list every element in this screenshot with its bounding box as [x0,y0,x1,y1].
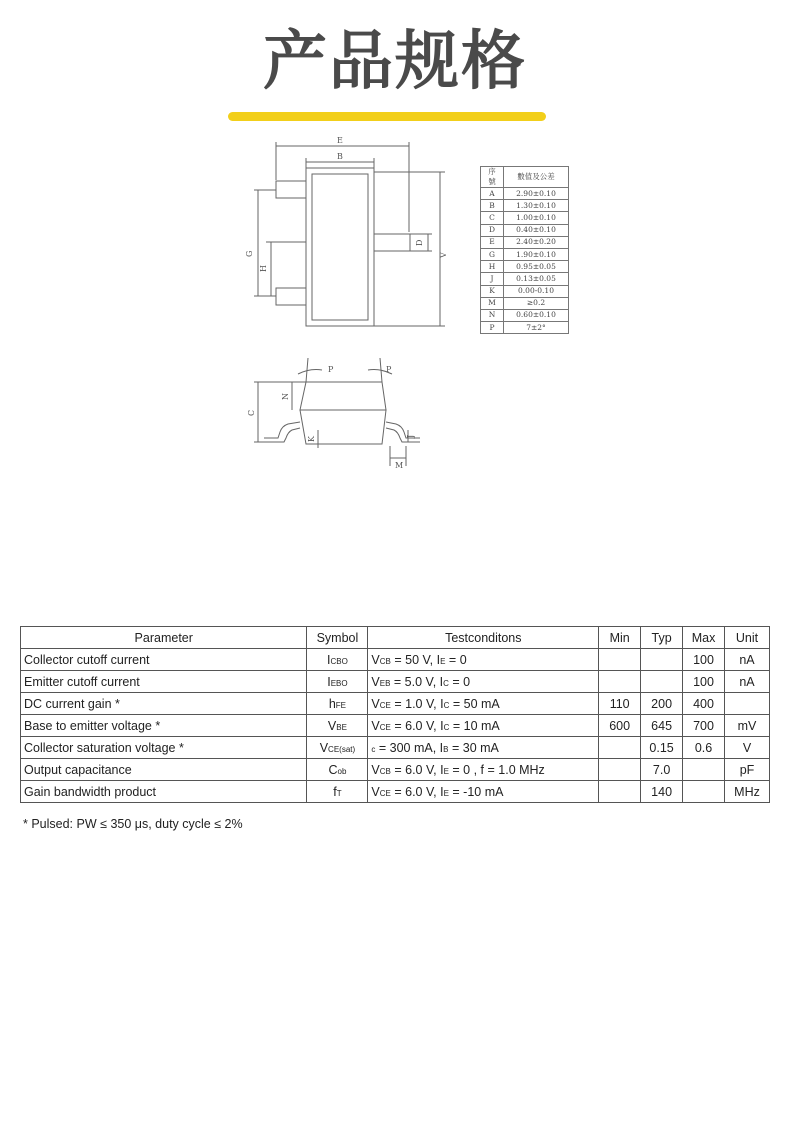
dim-value: 1.30±0.10 [504,200,569,212]
footnote-pulsed: * Pulsed: PW ≤ 350 μs, duty cycle ≤ 2% [23,817,243,831]
dim-value: 1.90±0.10 [504,248,569,260]
symbol-main: C [328,762,338,777]
symbol-subscript: T [336,788,342,798]
symbol-subscript: BE [336,722,347,732]
cond-part-1: V [371,652,380,667]
top-view-inner [312,174,368,320]
header-typ: Typ [641,627,683,649]
dim-header-value: 數值及公差 [504,167,569,188]
cell-unit: V [725,737,770,759]
cell-symbol [307,649,368,671]
cond-part-3: = 50 mA [449,696,500,711]
dim-label-E: E [337,136,343,145]
dim-label-D: D [415,239,424,246]
cell-test-conditions [368,671,599,693]
symbol-subscript: CBO [330,656,348,666]
cell-min [599,759,641,781]
dim-table-row [481,224,569,236]
table-row [21,781,770,803]
symbol-main: V [319,740,329,755]
dim-label-J: J [406,434,415,438]
dim-label-H: H [259,265,268,272]
cell-test-conditions [368,737,599,759]
dim-code: J [481,273,504,285]
cond-part-3: = 0 [448,674,471,689]
cell-test-conditions [368,649,599,671]
cell-parameter: Output capacitance [21,759,307,781]
cell-symbol [307,671,368,693]
cell-min [599,649,641,671]
dim-value: 2.40±0.20 [504,236,569,248]
cond-sub-2: E [440,656,446,666]
cond-part-3: = 30 mA [448,740,499,755]
cell-unit: pF [725,759,770,781]
symbol-subscript: CE(sat) [328,744,356,754]
dim-table-row [481,273,569,285]
cell-parameter: Collector cutoff current [21,649,307,671]
table-header-row [21,627,770,649]
dim-value: 1.00±0.10 [504,212,569,224]
dim-value: 0.00-0.10 [504,285,569,297]
dim-value: 0.13±0.05 [504,273,569,285]
dim-value: 0.60±0.10 [504,309,569,321]
table-row [21,759,770,781]
symbol-main: I [327,674,331,689]
dim-code: D [481,224,504,236]
cell-max: 700 [683,715,725,737]
cond-part-3: = 0 , f = 1.0 MHz [448,762,545,777]
symbol-subscript: ob [337,766,347,776]
cond-part-2: = 50 V, I [390,652,441,667]
dim-value: ≥0.2 [504,297,569,309]
dim-label-P-left: P [328,365,334,374]
cell-parameter: DC current gain * [21,693,307,715]
cond-part-1: V [371,762,380,777]
dim-label-N: N [281,393,290,400]
dim-label-K: K [307,436,316,442]
cond-sub-1: c [371,744,376,754]
dim-table-row [481,212,569,224]
header-min: Min [599,627,641,649]
cell-unit: mV [725,715,770,737]
cell-symbol [307,693,368,715]
cell-min [599,737,641,759]
cell-min: 600 [599,715,641,737]
cond-part-2: = 1.0 V, I [390,696,444,711]
header-symbol: Symbol [307,627,368,649]
cell-min [599,781,641,803]
cell-max: 0.6 [683,737,725,759]
header-test-conditions: Testconditons [368,627,599,649]
dim-table-row [481,248,569,260]
cond-part-2: = 5.0 V, I [390,674,444,689]
cond-part-3: = 0 [445,652,467,667]
dim-code: C [481,212,504,224]
dim-value: 2.90±0.10 [504,188,569,200]
cond-sub-1: CE [379,722,391,732]
dimension-table [480,166,569,334]
dim-code: M [481,297,504,309]
side-lead-left [264,422,300,438]
page-title: 产品规格 [263,25,527,99]
symbol-main: V [327,718,337,733]
cond-part-3: = -10 mA [448,784,504,799]
cell-max: 100 [683,671,725,693]
table-row [21,737,770,759]
symbol-subscript: FE [335,700,347,710]
dim-value: 7±2° [504,322,569,334]
cell-test-conditions [368,693,599,715]
electrical-characteristics-table [20,626,770,803]
cond-sub-2: E [443,788,449,798]
dim-code: N [481,309,504,321]
cell-test-conditions [368,781,599,803]
dim-label-V: V [439,252,448,258]
cell-test-conditions [368,715,599,737]
dim-value: 0.40±0.10 [504,224,569,236]
cell-parameter: Collector saturation voltage * [21,737,307,759]
dim-label-P-right: P [386,365,392,374]
cell-max [683,781,725,803]
dim-code: B [481,200,504,212]
package-outline-drawing [0,0,790,480]
cond-sub-2: C [443,700,450,710]
dim-table-row [481,188,569,200]
symbol-subscript: EBO [330,678,348,688]
table-row [21,671,770,693]
cond-sub-2: E [443,766,449,776]
lead-left-lower [276,288,306,305]
cell-symbol [307,737,368,759]
lead-left-upper [276,181,306,198]
dim-table-row [481,322,569,334]
cond-sub-1: CE [379,700,391,710]
dim-table-row [481,297,569,309]
dim-table-row [481,261,569,273]
cell-symbol [307,759,368,781]
dim-label-C: C [247,409,256,416]
cond-sub-1: CB [379,656,391,666]
top-view-body [306,168,374,326]
dim-table-row [481,236,569,248]
cell-typ [641,649,683,671]
dim-code: G [481,248,504,260]
cond-sub-2: C [443,722,450,732]
cond-part-2: = 300 mA, I [375,740,444,755]
dim-code: P [481,322,504,334]
cell-test-conditions [368,759,599,781]
dim-table-row [481,285,569,297]
cond-part-2: = 6.0 V, I [390,762,444,777]
cond-sub-1: EB [379,678,391,688]
cell-max: 400 [683,693,725,715]
cell-unit: nA [725,649,770,671]
side-view-top [300,382,386,410]
cell-typ: 200 [641,693,683,715]
table-row [21,715,770,737]
cond-part-1: V [371,784,380,799]
cell-unit: nA [725,671,770,693]
header-parameter: Parameter [21,627,307,649]
dim-code: H [481,261,504,273]
symbol-main: f [333,784,337,799]
dim-header-code: 序號 [481,167,504,188]
dim-table-row [481,200,569,212]
cell-typ: 140 [641,781,683,803]
cell-parameter: Base to emitter voltage * [21,715,307,737]
cell-min [599,671,641,693]
cond-part-2: = 6.0 V, I [390,718,444,733]
dim-label-B: B [337,152,343,161]
cell-typ: 0.15 [641,737,683,759]
cell-parameter: Emitter cutoff current [21,671,307,693]
cond-part-1: V [371,718,380,733]
dim-label-G: G [245,250,254,257]
dim-value: 0.95±0.05 [504,261,569,273]
cond-sub-2: B [443,744,449,754]
lead-right [374,234,410,251]
cell-min: 110 [599,693,641,715]
dim-code: E [481,236,504,248]
cell-max: 100 [683,649,725,671]
cell-symbol [307,781,368,803]
cond-part-1: V [371,696,380,711]
cell-typ: 645 [641,715,683,737]
symbol-main: h [328,696,336,711]
cond-sub-1: CB [379,766,391,776]
cond-part-2: = 6.0 V, I [390,784,444,799]
cell-unit: MHz [725,781,770,803]
symbol-main: I [327,652,331,667]
cell-typ: 7.0 [641,759,683,781]
cond-sub-2: C [443,678,449,688]
cond-sub-1: CE [379,788,391,798]
header-unit: Unit [725,627,770,649]
cell-unit [725,693,770,715]
cond-part-3: = 10 mA [449,718,500,733]
table-row [21,693,770,715]
header-max: Max [683,627,725,649]
dim-code: K [481,285,504,297]
dim-code: A [481,188,504,200]
cond-part-1: V [371,674,380,689]
cell-max [683,759,725,781]
table-row [21,649,770,671]
cell-symbol [307,715,368,737]
cell-parameter: Gain bandwidth product [21,781,307,803]
dim-label-M: M [395,461,404,470]
dim-table-row [481,309,569,321]
cell-typ [641,671,683,693]
